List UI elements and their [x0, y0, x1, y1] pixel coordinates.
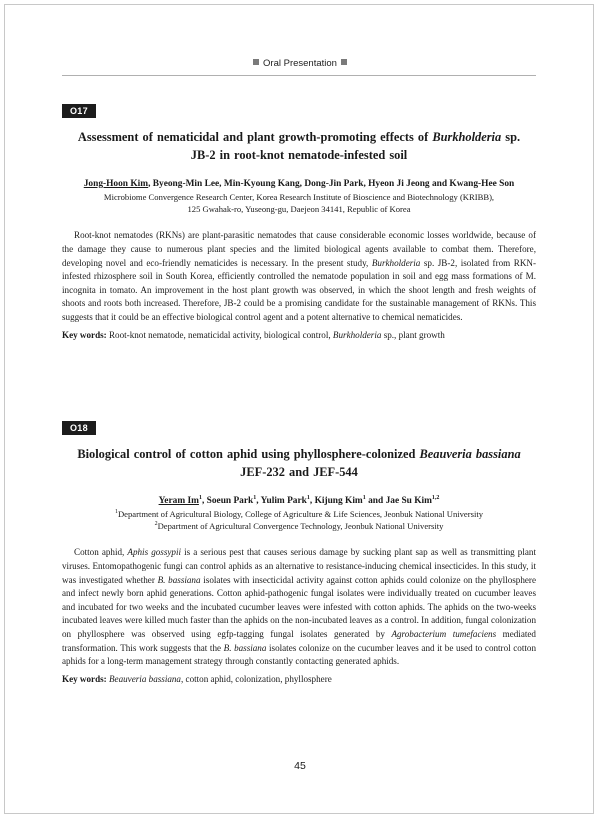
abstract-o18 [62, 418, 536, 686]
abstract-text: is a serious pest that causes serious damage by sucking plant sap as well as transmitting plant viruses. Entomopathogenic fungi can control aphids as an alternative to resistance-inducing chemical insecticides. In this study, it was investigated whether [62, 547, 536, 585]
abstract-italic: B. bassiana [223, 642, 267, 653]
abstract-italic: Agrobacterium tumefaciens [391, 628, 497, 639]
abstract-text: Root-knot nematodes (RKNs) are plant-parasitic nematodes that cause considerable economic losses worldwide, because of the damage they cause to numerous plant species and the limited biological agents available to combat them. Therefore, developing novel and eco-friendly nematicides is necessary. In the present study, [62, 230, 536, 268]
title-line-2: JEF-232 and JEF-544 [240, 465, 358, 479]
keywords [62, 673, 536, 686]
author-affil-mark: 1 [362, 495, 366, 501]
title-text: Assessment of nematicidal and plant growth-promoting effects of [77, 130, 433, 144]
abstract-title [62, 128, 536, 164]
affil-mark: 1 [114, 509, 118, 515]
header-divider [62, 75, 536, 76]
keywords-label: Key words: [62, 329, 107, 340]
keywords-text: Root-knot nematode, nematicidal activity, biological control, [106, 329, 333, 340]
author-affil-mark: 1,2 [431, 495, 440, 501]
affiliation [62, 191, 536, 215]
author-conjunction: and [365, 496, 386, 506]
abstract-italic: Aphis gossypii [127, 547, 182, 558]
abstract-text: isolates with insecticidal activity against cotton aphids could colonize on the phyllosphere and infect newly born aphid generations. Cotton aphid-pathogenic fungal isolates were individually treated on cucumber leaves and incubated for two weeks and the incubated cucumber leaves were infested with cotton aphids. The aphids on the two-weeks incubated leaves were killed much faster than the aphids on the non-incubated leaves as a control. In addition, fungal colonization on phyllosphere was observed using egfp-tagging fungal isolates generated by [62, 574, 536, 639]
keywords-label: Key words: [62, 673, 107, 684]
affiliation-line: Microbiome Convergence Research Center, Korea Research Institute of Bioscience and Biotechnology (KRIBB), [103, 192, 495, 202]
co-author: Jae Su Kim [385, 496, 432, 506]
abstract-italic: B. bassiana [157, 574, 201, 585]
abstract-text: isolates colonize on the cucumber leaves and it be used to control cotton aphids for a long-term management strategy through constantly contacting generated aphids. [62, 642, 536, 667]
affiliation-line: Department of Agricultural Biology, College of Agriculture & Life Sciences, Jeonbuk National University [117, 509, 484, 519]
page-number: 45 [294, 760, 306, 772]
keywords-text: , cotton aphid, colonization, phyllosphere [180, 673, 332, 684]
abstract-text: sp. JB-2, isolated from RKN-infested rhizosphere soil in South Korea, efficiently controlled the nematode population in soil and egg mass formations of M. incognita in tomato. An improvement in the host plant growth was observed, in which the shoot length and fresh weights of shoots and roots both increased. Therefore, JB-2 could be a promising candidate for the sustainable management of RKNs. This suggests that it could be an effective biological control agent and a potent alternative to chemical nematicides. [62, 257, 536, 322]
abstract-body [62, 546, 536, 668]
abstract-body [62, 229, 536, 324]
title-line-2: JB-2 in root-knot nematode-infested soil [190, 148, 408, 162]
abstract-text: Cotton aphid, [74, 547, 128, 558]
author-affil-mark: 1 [253, 495, 257, 501]
title-italic-text: Beauveria bassiana [419, 447, 521, 461]
affiliation-line: 125 Gwahak-ro, Yuseong-gu, Daejeon 34141, Republic of Korea [187, 204, 411, 215]
presenting-author: Jong-Hoon Kim [83, 179, 149, 189]
abstract-o17 [62, 101, 536, 342]
title-italic-text: Burkholderia [432, 130, 502, 144]
square-bullet-icon [341, 59, 347, 65]
author-affil-mark: 1 [198, 495, 202, 501]
author-list: Yeram Im$^1$, Soeun Park$^1$, Yulim Park$^1$, Kijung Kim$^1$ and Jae Su Kim$^{1,2}$ [158, 495, 440, 506]
abstract-italic: Burkholderia [371, 257, 421, 268]
keywords-italic: Beauveria bassiana [109, 673, 181, 684]
abstract-code-badge: O18 [62, 421, 96, 435]
keywords-text: sp., plant growth [381, 329, 445, 340]
author-list [62, 178, 536, 191]
affil-mark: 2 [154, 521, 158, 528]
keywords [62, 329, 536, 342]
keywords-italic: Burkholderia [332, 329, 382, 340]
abstract-code-badge: O17 [62, 104, 96, 118]
co-author: Yulim Park [260, 496, 307, 506]
abstract-title [62, 445, 536, 481]
title-text: Biological control of cotton aphid using phyllosphere-colonized [77, 447, 420, 461]
abstract-text: mediated transformation. This work suggests that the [62, 628, 536, 653]
co-authors: , Byeong-Min Lee, Min-Kyoung Kang, Dong-Jin Park, Hyeon Ji Jeong and Kwang-Hee Son [148, 179, 515, 189]
affiliation-line: Department of Agricultural Convergence Technology, Jeonbuk National University [157, 521, 444, 532]
author-affil-mark: 1 [306, 495, 310, 501]
affiliation [62, 508, 536, 532]
co-author: Soeun Park [206, 496, 254, 506]
co-author: Kijung Kim [314, 496, 363, 506]
presenting-author: Yeram Im [158, 496, 199, 506]
header-label: Oral Presentation [263, 58, 337, 69]
running-header [0, 58, 600, 69]
title-text: sp. [501, 130, 521, 144]
square-bullet-icon [253, 59, 259, 65]
